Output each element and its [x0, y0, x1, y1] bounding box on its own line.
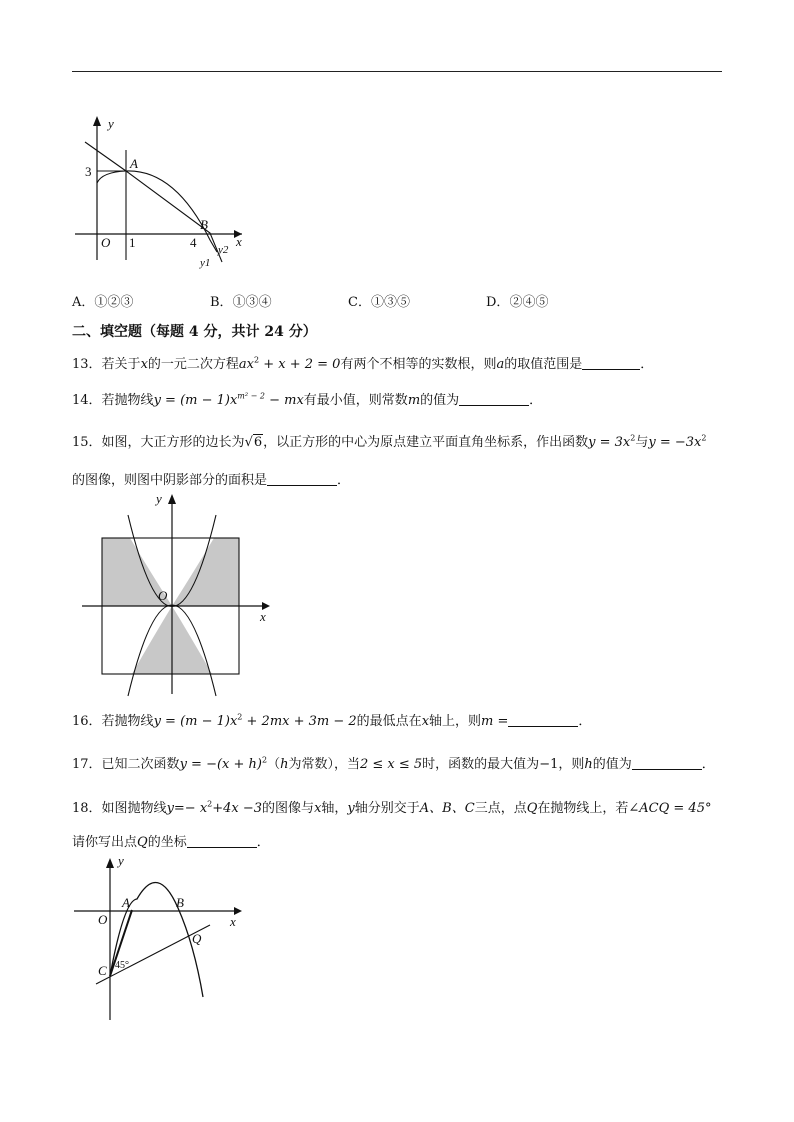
option-b: B．①③④ [210, 295, 272, 310]
q18-answer-blank[interactable] [187, 834, 257, 848]
curve-y2-label: y2 [218, 244, 229, 256]
point-b-label: B [176, 895, 184, 910]
question-15-line-2: 的图像，则图中阴影部分的面积是 ． [72, 473, 351, 488]
point-c-label: C [98, 963, 107, 978]
figure-3-graph [70, 852, 255, 1027]
y-label: y [156, 491, 162, 506]
y-label: y [118, 853, 124, 868]
x-label: x [236, 234, 242, 249]
x-label: x [230, 914, 236, 929]
q16-answer-blank[interactable] [508, 713, 578, 727]
y-axis-arrow [106, 858, 114, 868]
question-18-line-1: 18．如图抛物线$y=- x^2+4x -3$的图像与x轴，y轴分别交于A、B、C三点，点Q在抛物线上，若∠ACQ = 45° [72, 799, 712, 816]
option-a: A．①②③ [72, 295, 134, 310]
question-13: 13．若关于x的一元二次方程$ax^2 + x + 2 = 0$有两个不相等的实数根，则a的取值范围是 ． [72, 355, 654, 372]
curve-y2 [97, 171, 217, 252]
question-18-line-2: 请你写出点Q的坐标 ． [72, 835, 270, 850]
section-title: 二、填空题（每题 4 分，共计 24 分） [72, 324, 317, 340]
figure-2-graph [78, 488, 278, 698]
y-axis-arrow [93, 116, 101, 126]
origin-label: O [101, 235, 111, 250]
tick-4: 4 [190, 235, 197, 250]
y-label: y [108, 116, 114, 131]
figure-1-graph [70, 110, 260, 275]
q17-answer-blank[interactable] [632, 756, 702, 770]
point-a-label: A [122, 895, 130, 910]
y-axis-arrow [168, 494, 176, 504]
header-rule [72, 71, 722, 72]
origin-label: O [158, 588, 168, 603]
tick-3: 3 [85, 164, 92, 179]
upper-shaded-region [102, 538, 239, 606]
q15-answer-blank[interactable] [267, 472, 337, 486]
question-17: 17．已知二次函数$y = -(x + h)^2(h$为常数），当2 ≤ x ≤ 5时，函数的最大值为−1，则h的值为 ． [72, 755, 715, 772]
angle-label: 45° [115, 960, 129, 971]
q14-answer-blank[interactable] [459, 392, 529, 406]
option-d: D．②④⑤ [486, 295, 549, 310]
question-16: 16．若抛物线$y = (m - 1)x^2 + 2mx + 3m - 2$的最低点在x轴上，则m = ． [72, 712, 592, 729]
tick-1: 1 [129, 235, 136, 250]
point-q-label: Q [192, 931, 202, 946]
origin-label: O [98, 912, 108, 927]
q13-answer-blank[interactable] [582, 356, 640, 370]
curve-y1-label: y1 [200, 257, 211, 269]
point-b-label: B [200, 217, 208, 232]
question-14: 14．若抛物线$y = (m - 1)x^{m^2 - 2}$ − mx有最小值，则常数m的值为 ． [72, 391, 543, 408]
question-15-line-1: 15．如图，大正方形的边长为√6，以正方形的中心为原点建立平面直角坐标系，作出函数$y = 3x^2$与$y = -3x^2$ [72, 433, 707, 450]
x-label: x [260, 609, 266, 624]
option-c: C．①③⑤ [348, 295, 410, 310]
point-a-label: A [130, 156, 138, 171]
